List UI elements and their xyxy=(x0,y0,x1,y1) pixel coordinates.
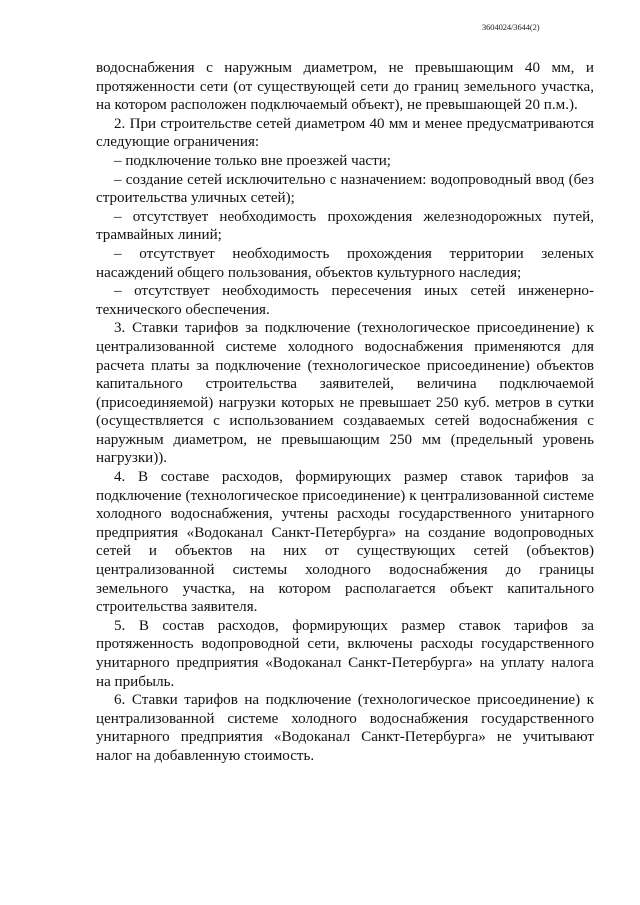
paragraph-continuation: водоснабжения с наружным диаметром, не превышающим 40 мм, и протяженности сети (от существующей сети до границ земельного участка, на котором расположен подключаемый объект), не превышающей 20 п.м.). xyxy=(96,60,594,114)
paragraph-restriction-4: – отсутствует необходимость прохождения территории зеленых насаждений общего пользования, объектов культурного наследия; xyxy=(96,245,594,281)
paragraph-item-6: 6. Ставки тарифов на подключение (технологическое присоединение) к централизованной системе холодного водоснабжения государственного унитарного предприятия «Водоканал Санкт-Петербурга» не учитывают налог на добавленную стоимость. xyxy=(96,692,594,764)
document-body xyxy=(96,59,594,766)
paragraph-restriction-2: – создание сетей исключительно с назначением: водопроводный ввод (без строительства уличных сетей); xyxy=(96,171,594,207)
document-number: 3604024/3644(2) xyxy=(482,22,540,32)
paragraph-item-5: 5. В состав расходов, формирующих размер ставок тарифов за протяженность водопроводной сети, включены расходы государственного унитарного предприятия «Водоканал Санкт-Петербурга» на уплату налога на прибыль. xyxy=(96,617,594,690)
paragraph-item-2: 2. При строительстве сетей диаметром 40 мм и менее предусматриваются следующие ограничения: xyxy=(96,115,594,151)
paragraph-item-3: 3. Ставки тарифов за подключение (технологическое присоединение) к централизованной системе холодного водоснабжения применяются для расчета платы за подключение (технологическое присоединение) объектов капитального строительства заявителей, величина подключаемой (присоединяемой) нагрузки которых не превышает 250 куб. метров в сутки (осуществляется с использованием создаваемых сетей водоснабжения с наружным диаметром, не превышающим 250 мм (предельный уровень нагрузки)). xyxy=(96,320,594,467)
paragraph-restriction-5: – отсутствует необходимость пересечения иных сетей инженерно-технического обеспечения. xyxy=(96,283,594,318)
paragraph-item-4: 4. В составе расходов, формирующих размер ставок тарифов за подключение (технологическое присоединение) к централизованной системе холодного водоснабжения, учтены расходы государственного унитарного предприятия «Водоканал Санкт-Петербурга» на создание водопроводных сетей и объектов на них от существующих сетей (объектов) централизованной системы холодного водоснабжения до границы земельного участка, на котором располагается объект капитального строительства заявителя. xyxy=(96,469,594,616)
paragraph-restriction-3: – отсутствует необходимость прохождения железнодорожных путей, трамвайных линий; xyxy=(96,208,594,244)
paragraph-restriction-1: – подключение только вне проезжей части; xyxy=(114,152,391,169)
